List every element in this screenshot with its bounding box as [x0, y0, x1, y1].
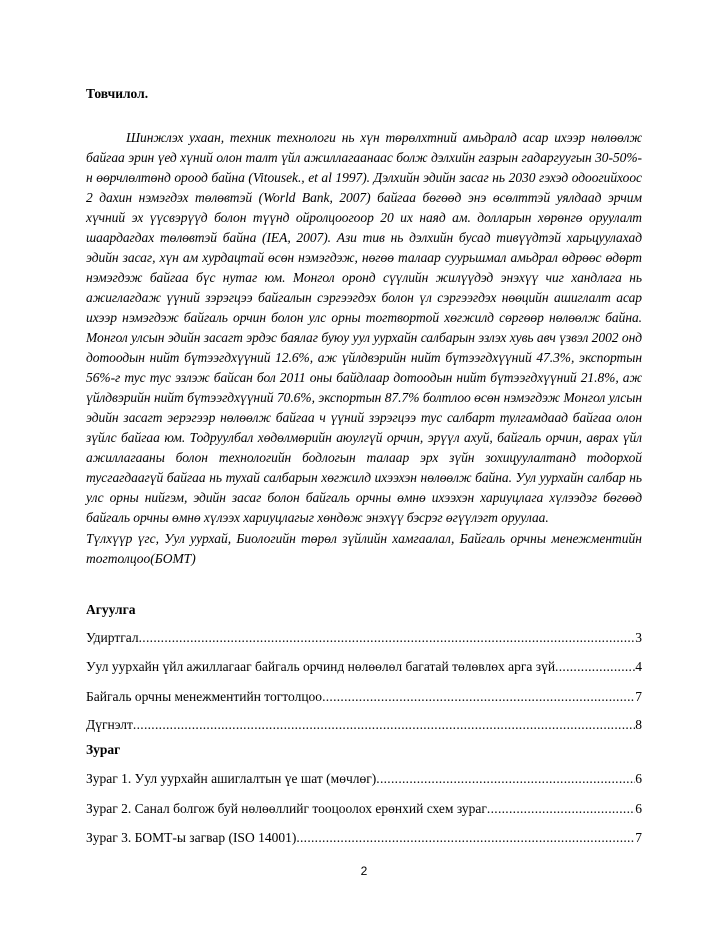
figure-list-entry[interactable]	[86, 800, 642, 817]
keywords-paragraph: Түлхүүр үгс, Уул уурхай, Биологийн төрөл зүйлийн хамгаалал, Байгаль орчны менежментийн тогтолцоо(БОМТ)	[86, 531, 642, 566]
toc-leader-dots	[139, 629, 636, 646]
toc-leader-dots	[133, 716, 635, 733]
page-number: 2	[360, 864, 368, 878]
figure-entry-title: Зураг 1. Уул уурхайн ашиглалтын үе шат (мөчлөг)	[86, 771, 377, 786]
toc-entry-title: Удиртгал	[86, 630, 139, 645]
toc-entry-page: 3	[635, 630, 642, 645]
toc-entry-title: Уул уурхайн үйл ажиллагааг байгаль орчинд нөлөөлөл багатай төлөвлөх арга зүй	[86, 659, 556, 674]
figure-entry-page: 6	[635, 771, 642, 786]
figure-entry-page: 7	[635, 830, 642, 845]
toc-leader-dots	[555, 658, 635, 675]
toc-entry-page: 8	[635, 717, 642, 732]
toc-leader-dots	[296, 829, 635, 846]
toc-entry-page: 4	[635, 659, 642, 674]
figure-entry-title: Зураг 3. БОМТ-ы загвар (ISO 14001)	[86, 830, 297, 845]
toc-entry-title: Дүгнэлт	[86, 717, 133, 732]
figure-entry-title: Зураг 2. Санал болгож буй нөлөөллийг тооцоолох ерөнхий схем зураг	[86, 801, 487, 816]
figure-list-entry[interactable]	[86, 829, 642, 846]
figure-list-entry[interactable]	[86, 770, 642, 787]
toc-entry-title: Байгаль орчны менежментийн тогтолцоо	[86, 689, 323, 704]
abstract-heading: Товчилол.	[86, 86, 149, 101]
contents-heading: Агуулга	[86, 602, 136, 617]
figure-entry-page: 6	[635, 801, 642, 816]
figures-heading: Зураг	[86, 742, 121, 757]
toc-entry[interactable]	[86, 658, 642, 675]
toc-leader-dots	[487, 800, 635, 817]
toc-leader-dots	[376, 770, 635, 787]
toc-entry[interactable]	[86, 629, 642, 646]
toc-entry[interactable]	[86, 688, 642, 705]
toc-entry-page: 7	[635, 689, 642, 704]
toc-leader-dots	[322, 688, 635, 705]
toc-entry[interactable]	[86, 716, 642, 733]
abstract-body: Шинжлэх ухаан, техник технологи нь хүн төрөлхтний амьдралд асар ихээр нөлөөлж байгаа эрин үед хүний олон талт үйл ажиллагаанаас болж дэлхийн газрын гадаргуугын 30-50%-н өөрчлөлтөнд ороод байна (Vitousek., et al 1997). Дэлхийн эдийн засаг нь 2030 гэхэд одоогийхоос 2 дахин нэмэгдэх төлөвтэй (World Bank, 2007) байгаа бөгөөд энэ өсөлттэй уялдаад эрчим хүчний эх үүсвэрүүд болон түүнд ойролцоогоор 20 их наяд ам. долларын хөрөнгө оруулалт шаардагдах төлөвтэй байна (IEA, 2007). Ази тив нь дэлхийн бусад тивүүдтэй харьцуулахад эдийн засаг, хүн ам хурдацтай өсөн нэмэгдэж, нөгөө талаар суурьшмал амьдрал өдрөөс өдөрт нэмэгдэж байгаа бүс нутаг юм. Монгол оронд сүүлийн жилүүдэд энэхүү чиг хандлага нь ажиглагдаж үүний зэрэгцээ байгалын сэргээгдэх болон үл сэргээгдэх нөөцийн ашиглалт асар ихээр нэмэгдэж байгаль орчин болон улс орны тогтвортой хөгжилд сөргөөр нөлөөлж байна. Монгол улсын эдийн засагт эрдэс баялаг буюу уул уурхайн салбарын эзлэх хувь авч үзвэл 2002 онд дотоодын нийт бүтээгдхүүний 12.6%, аж үйлдвэрийн нийт бүтээгдхүүний 47.3%, экспортын 56%-г тус тус эзлэж байсан бол 2011 оны байдлаар дотоодын нийт бүтээгдхүүний 21.8%, аж үйлдвэрийн нийт бүтээгдхүүний 70.6%, экспортын 87.7% болтлоо өсөн нэмэгдэж Монгол улсын эдийн засагт эерэгээр нөлөөлж байгаа ч үүний зэрэгцээ тус салбарт тулгамдаад байгаа олон зүйлс байгаа юм. Тодруулбал хөдөлмөрийн аюулгүй орчин, эрүүл ахуй, байгаль орчин, аврах үйл ажиллагааны болон технологийн бодлогын талаар эрх зүйн зохицуулалтанд тодорхой тусгагдаагүй байгаа нь тухай салбарын хөгжилд ихээхэн нөлөөлж байна. Уул уурхайн салбар нь улс орны нийгэм, эдийн засаг болон байгаль орчны өмнө ихээхэн хариуцлага хүлээдэг бөгөөд байгаль орчны өмнө хүлээх хариуцлагыг хөндөж энэхүү бэсрэг өгүүлэгт оруулаа.	[86, 130, 642, 525]
